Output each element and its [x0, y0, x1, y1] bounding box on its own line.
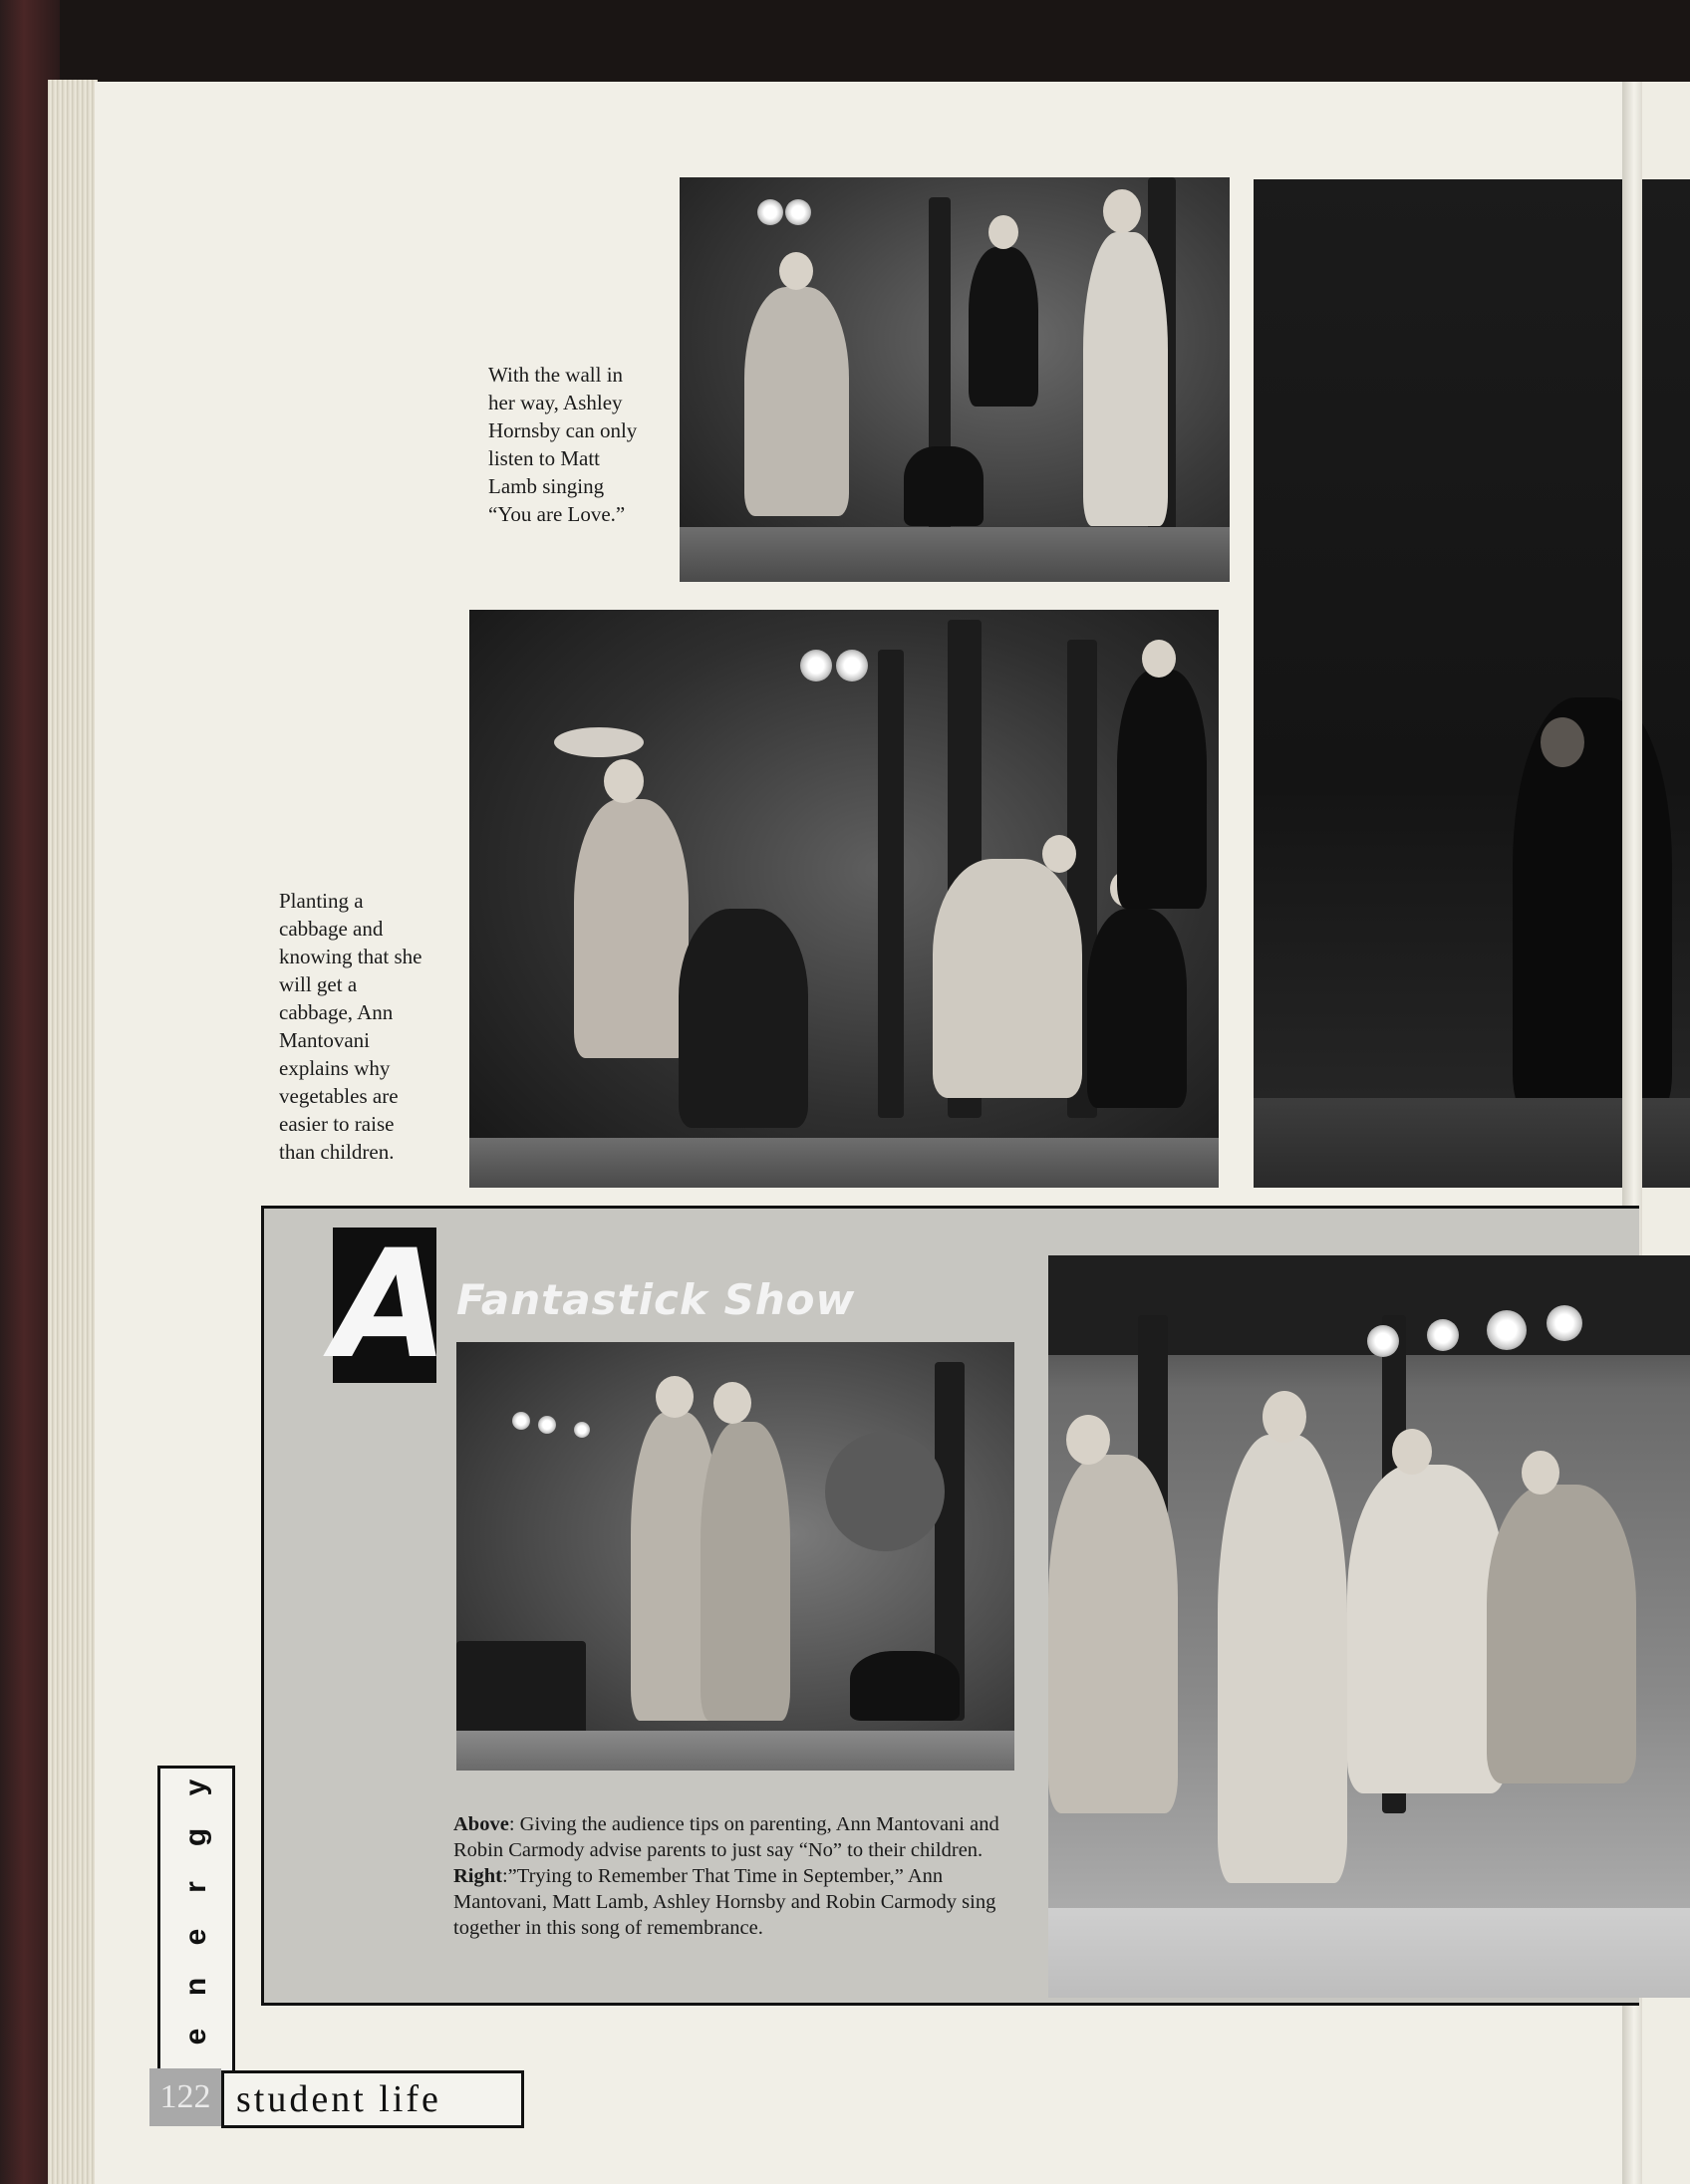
photo-parenting-scene — [456, 1342, 1014, 1771]
energy-letter: e — [179, 2028, 212, 2046]
energy-letter: r — [179, 1881, 212, 1893]
energy-letter: g — [179, 1827, 212, 1847]
energy-letter: y — [179, 1778, 212, 1796]
caption-cabbage: Planting a cabbage and knowing that she will get a cabbage, Ann Mantovani explains why vegetables are easier to raise than children. — [279, 889, 422, 1164]
photo-september-song — [1048, 1255, 1690, 1998]
caption-wall: With the wall in her way, Ashley Hornsby can only listen to Matt Lamb singing “You are Love.” — [488, 363, 638, 526]
drop-cap: A — [333, 1219, 449, 1392]
page-number: 122 — [149, 2068, 221, 2126]
photo-wall-scene — [680, 177, 1230, 582]
feature-caption: Above: Giving the audience tips on parenting, Ann Mantovani and Robin Carmody advise parents to just say “No” to their children. Right:”Trying to Remember That Time in September,” Ann Mantovani, Matt Lamb, Ashley Hornsby and Robin Carmody sing together in this song of remembrance. — [453, 1813, 999, 1939]
energy-label — [157, 1766, 235, 2073]
page-edges — [48, 80, 98, 2184]
photo-cabbage-scene — [469, 610, 1219, 1188]
energy-letter: e — [179, 1928, 212, 1946]
feature-title: Fantastick Show — [456, 1275, 856, 1324]
energy-letter: n — [179, 1977, 212, 1997]
section-label: student life — [221, 2070, 524, 2128]
